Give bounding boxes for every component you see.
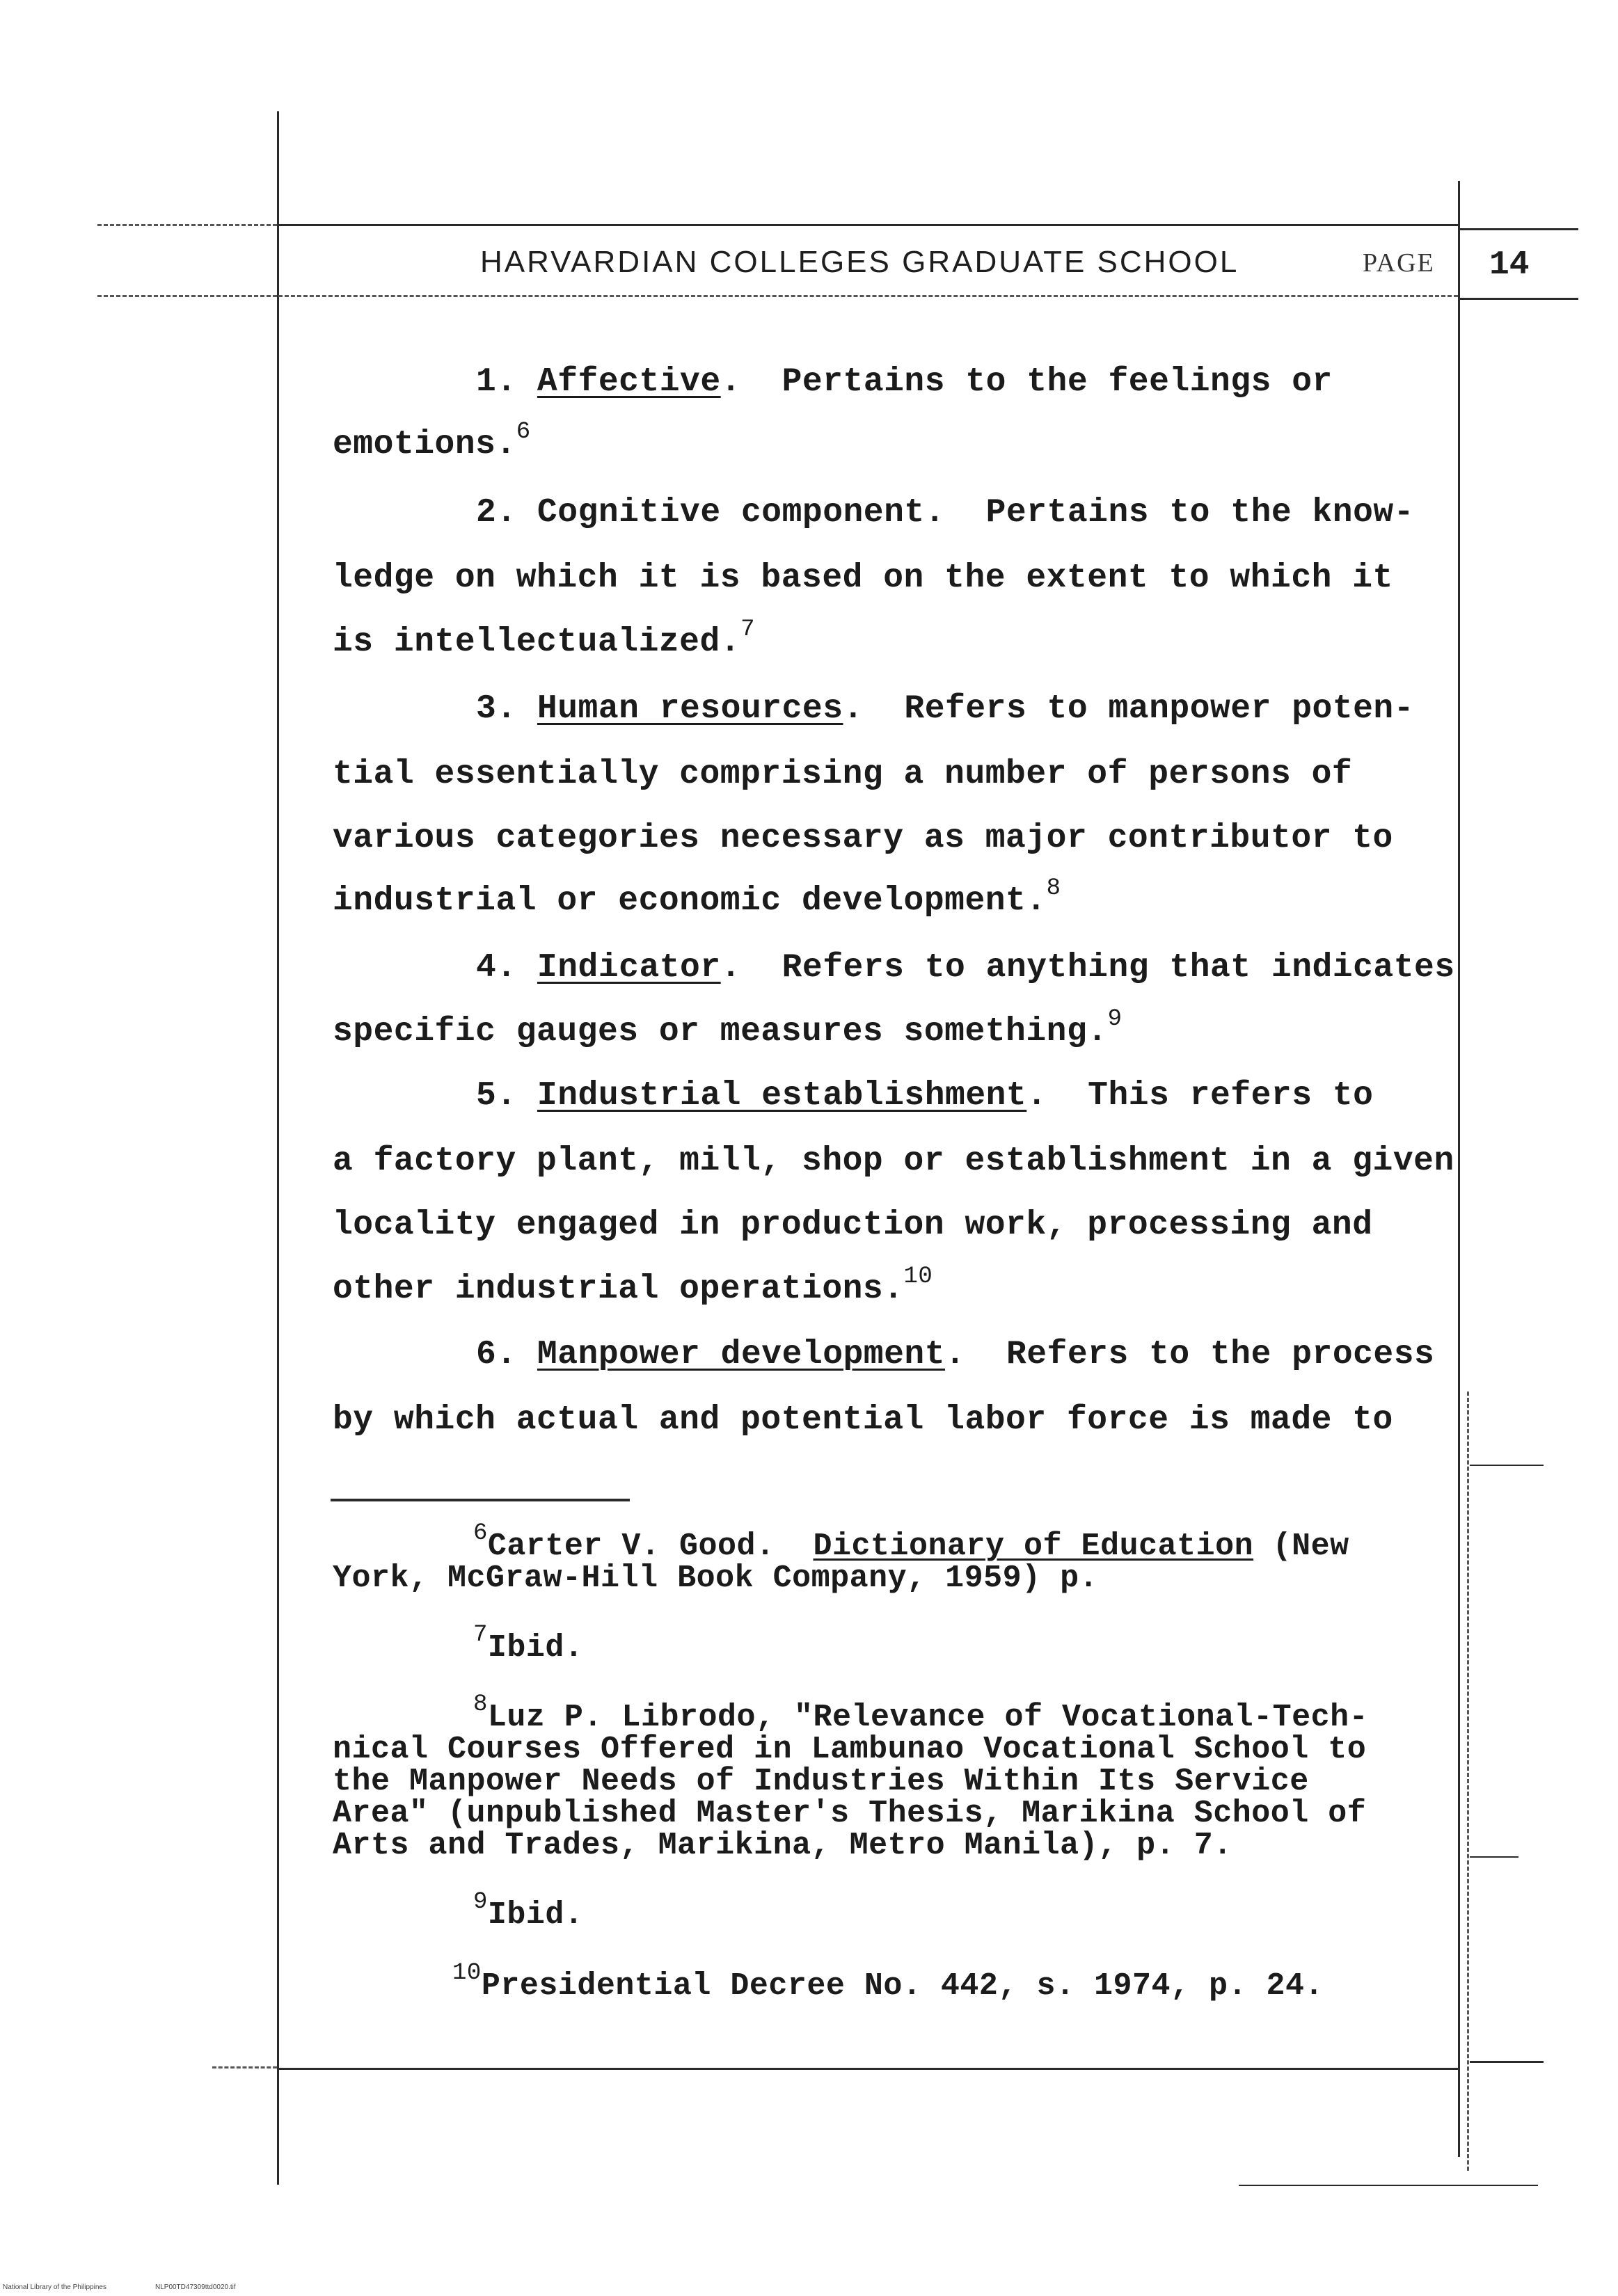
definition-1-term: Affective	[537, 363, 721, 401]
definition-6-line-1: 6. Manpower development. Refers to the process	[476, 1336, 1435, 1373]
definition-6-line-2: by which actual and potential labor force is made to	[333, 1401, 1393, 1439]
school-name: HARVARDIAN COLLEGES GRADUATE SCHOOL	[480, 245, 1239, 279]
definition-3-term: Human resources	[537, 690, 843, 728]
page-label: PAGE	[1363, 248, 1435, 278]
header-bottom-rule-left	[97, 295, 277, 297]
header-top-rule	[278, 224, 1458, 226]
definition-5-line-3: locality engaged in production work, processing and	[333, 1206, 1373, 1244]
definition-3-line-2: tial essentially comprising a number of persons of	[333, 756, 1353, 793]
footnote-ref-6: 6	[516, 419, 531, 445]
footnote-6-title: Dictionary of Education	[813, 1529, 1254, 1564]
left-margin-line	[277, 111, 279, 2185]
definition-2-line-1: 2. Cognitive component. Pertains to the know-	[476, 494, 1415, 532]
footnote-8-line-5: Arts and Trades, Marikina, Metro Manila), p. 7.	[333, 1828, 1232, 1863]
right-margin-tick-1	[1470, 1465, 1544, 1466]
definition-5-line-1: 5. Industrial establishment. This refers to	[476, 1077, 1374, 1115]
definition-2-line-2: ledge on which it is based on the extent to which it	[333, 559, 1393, 597]
page-number: 14	[1489, 246, 1530, 284]
footnote-8-line-3: the Manpower Needs of Industries Within Its Service	[333, 1764, 1309, 1799]
footnote-9: $^9$Ibid.	[473, 1889, 584, 1933]
definition-4-term: Indicator	[537, 949, 721, 987]
footnote-8-line-1: $^8$Luz P. Librodo, "Relevance of Vocational-Tech-	[473, 1691, 1369, 1735]
definition-1-line-2: emotions.$^6$	[333, 419, 531, 463]
bottom-rule-left	[212, 2066, 277, 2068]
definition-6-term: Manpower development	[537, 1336, 946, 1373]
footnote-8-line-2: nical Courses Offered in Lambunao Vocational School to	[333, 1732, 1367, 1767]
definition-2-line-3: is intellectualized.$^7$	[333, 616, 755, 661]
footnote-8-line-4: Area" (unpublished Master's Thesis, Marikina School of	[333, 1796, 1367, 1831]
definition-5-line-4: other industrial operations.$^{10}$	[333, 1263, 933, 1308]
header-bottom-rule-right	[1460, 298, 1578, 300]
footnote-ref-8: 8	[1046, 875, 1061, 902]
definition-4-line-2: specific gauges or measures something.$^9$	[333, 1006, 1123, 1051]
footnote-separator	[331, 1499, 630, 1501]
scan-file-name: NLP00TD47309ttd0020.tif	[154, 2283, 236, 2291]
definition-3-line-1: 3. Human resources. Refers to manpower poten-	[476, 690, 1415, 728]
definition-5-line-2: a factory plant, mill, shop or establishment in a given	[333, 1142, 1454, 1180]
definition-4-line-1: 4. Indicator. Refers to anything that indicates	[476, 949, 1455, 987]
definition-1-line-1: 1. Affective. Pertains to the feelings or	[476, 363, 1333, 401]
footnote-ref-9: 9	[1107, 1006, 1123, 1033]
footnote-7: $^7$Ibid.	[473, 1622, 584, 1666]
scan-source: National Library of the Philippines	[3, 2283, 106, 2291]
right-margin-tick-3	[1239, 2185, 1538, 2186]
footnote-6-line-1: $^6$Carter V. Good. Dictionary of Education (New	[473, 1520, 1349, 1564]
footnote-10: $^{10}$Presidential Decree No. 442, s. 1974, p. 24.	[452, 1960, 1324, 2004]
right-margin-tick-2	[1470, 1856, 1518, 1858]
footnote-ref-10: 10	[903, 1263, 933, 1290]
definition-3-line-3: various categories necessary as major contributor to	[333, 820, 1393, 857]
header-bottom-rule	[278, 295, 1458, 297]
footnote-ref-7: 7	[740, 616, 755, 643]
definition-2-term: Cognitive component.	[537, 494, 946, 532]
right-margin-line-extension	[1467, 1392, 1469, 2171]
definition-3-line-4: industrial or economic development.$^8$	[333, 875, 1061, 920]
header-top-rule-right	[1460, 228, 1578, 230]
bottom-rule	[278, 2068, 1458, 2070]
scan-footer	[3, 2283, 285, 2291]
right-margin-line	[1458, 181, 1460, 2157]
bottom-rule-right	[1470, 2061, 1544, 2063]
definition-5-term: Industrial establishment	[537, 1077, 1027, 1115]
footnote-6-line-2: York, McGraw-Hill Book Company, 1959) p.	[333, 1561, 1099, 1596]
header-top-rule-left	[97, 224, 277, 226]
